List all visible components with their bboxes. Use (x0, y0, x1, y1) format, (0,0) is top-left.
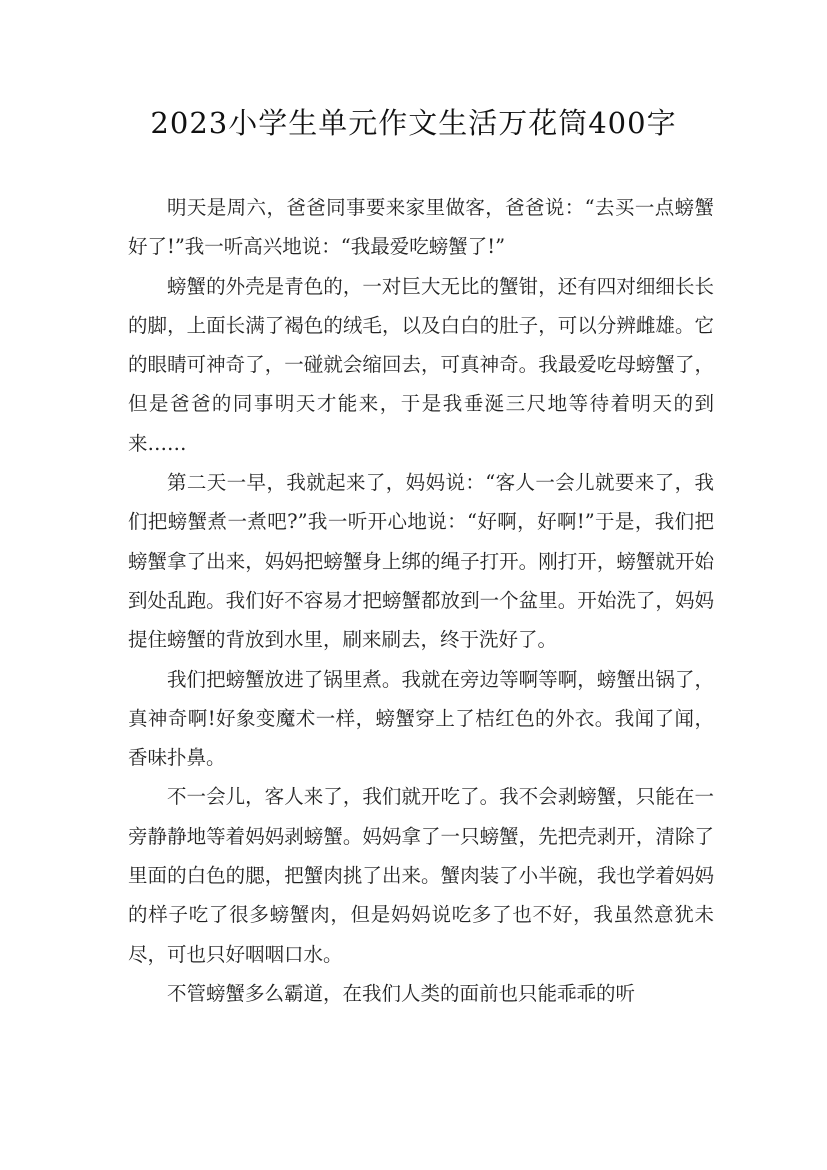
page-title: 2023小学生单元作文生活万花筒400字 (150, 106, 677, 140)
paragraph: 明天是周六，爸爸同事要来家里做客，爸爸说：“去买一点螃蟹好了!”我一听高兴地说：“我最爱吃螃蟹了!” (128, 196, 714, 259)
paragraph: 螃蟹的外壳是青色的，一对巨大无比的蟹钳，还有四对细细长长的脚，上面长满了褐色的绒毛，以及白白的肚子，可以分辨雌雄。它的眼睛可神奇了，一碰就会缩回去，可真神奇。我最爱吃母螃蟹了，但是爸爸的同事明天才能来，于是我垂涎三尺地等待着明天的到来…… (128, 274, 714, 455)
paragraph: 不一会儿，客人来了，我们就开吃了。我不会剥螃蟹，只能在一旁静静地等着妈妈剥螃蟹。妈妈拿了一只螃蟹，先把壳剥开，清除了里面的白色的腮，把蟹肉挑了出来。蟹肉装了小半碗，我也学着妈妈的样子吃了很多螃蟹肉，但是妈妈说吃多了也不好，我虽然意犹未尽，可也只好咽咽口水。 (128, 785, 714, 966)
document-body (128, 188, 714, 1013)
paragraph: 不管螃蟹多么霸道，在我们人类的面前也只能乖乖的听 (167, 981, 636, 1005)
paragraph: 我们把螃蟹放进了锅里煮。我就在旁边等啊等啊，螃蟹出锅了，真神奇啊!好象变魔术一样，螃蟹穿上了桔红色的外衣。我闻了闻，香味扑鼻。 (128, 667, 714, 770)
paragraph: 第二天一早，我就起来了，妈妈说：“客人一会儿就要来了，我们把螃蟹煮一煮吧?”我一听开心地说：“好啊，好啊!”于是，我们把螃蟹拿了出来，妈妈把螃蟹身上绑的绳子打开。刚打开，螃蟹就开始到处乱跑。我们好不容易才把螃蟹都放到一个盆里。开始洗了，妈妈提住螃蟹的背放到水里，刷来刷去，终于洗好了。 (128, 471, 714, 652)
